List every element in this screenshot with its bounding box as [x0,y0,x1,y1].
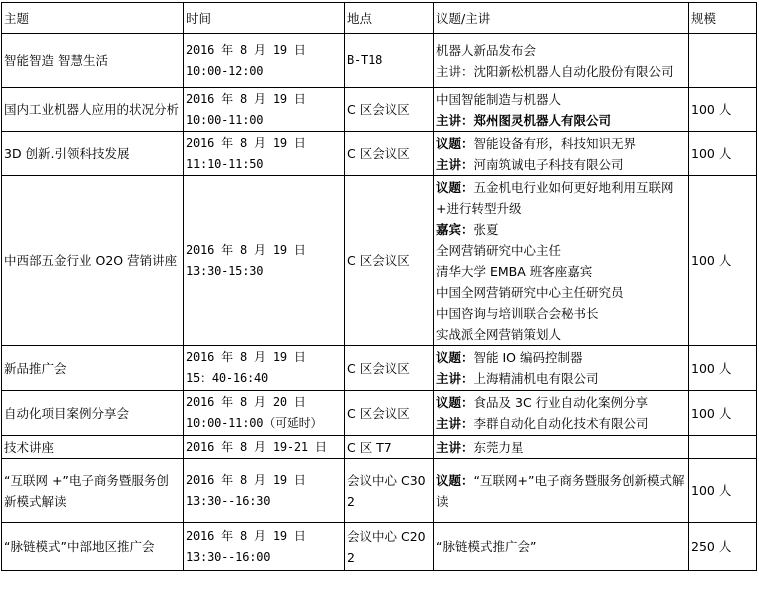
cell-time [184,176,345,346]
cell-theme: 自动化项目案例分享会 [2,391,184,436]
guest-title: 全网营销研究中心主任 [436,242,562,258]
guest-label: 嘉宾： [436,221,474,237]
cell-theme: 国内工业机器人应用的状况分析 [2,88,184,132]
cell-topic [434,459,689,523]
cell-scale: 100 人 [689,176,757,346]
speaker-label: 主讲： [436,112,474,128]
topic-text: “互联网+”电子商务暨服务创新模式解读 [436,472,685,509]
speaker-line [436,154,686,175]
time-text: 10:00-11:00（可延时） [186,416,323,430]
topic-text: 食品及 3C 行业自动化案例分享 [473,395,649,410]
cell-location: C 区 T7 [345,436,434,459]
cell-scale: 100 人 [689,459,757,523]
cell-location: 会议中心 C302 [345,459,434,523]
speaker-text: 李群自动化自动化技术有限公司 [473,416,649,431]
topic-label: 议题： [436,135,474,151]
guest-title: 中国咨询与培训联合会秘书长 [436,305,599,321]
time-text: 11:10-11:50 [186,156,264,171]
table-row [2,88,757,132]
cell-scale [689,34,757,88]
cell-topic [434,132,689,176]
time-text: 10:00-12:00 [186,63,264,78]
guest-title: 中国全网营销研究中心主任研究员 [436,284,624,300]
topic-line [436,470,686,512]
topic-text: 智能设备有形，科技知识无界 [473,135,637,151]
cell-location: B-T18 [345,34,434,88]
table-row [2,523,757,571]
date-text: 2016 年 8 月 19 日 [186,42,306,57]
date-text: 2016 年 8 月 19 日 [186,91,306,106]
guest-title: 实战派全网营销策划人 [436,326,562,342]
topic-title: 机器人新品发布会 [436,42,537,58]
guest-name: 张夏 [473,221,499,237]
topic-line [436,177,686,219]
guest-title: 清华大学 EMBA 班客座嘉宾 [436,263,593,279]
speaker-line [436,368,686,389]
header-topic: 议题/主讲 [434,3,689,34]
cell-theme: 技术讲座 [2,436,184,459]
cell-scale: 250 人 [689,523,757,571]
cell-time [184,459,345,523]
header-time: 时间 [184,3,345,34]
table-row [2,132,757,176]
cell-scale [689,436,757,459]
header-location: 地点 [345,3,434,34]
cell-theme: “脉链模式”中部地区推广会 [2,523,184,571]
cell-scale: 100 人 [689,391,757,436]
date-text: 2016 年 8 月 19 日 [186,242,306,257]
speaker-line [436,61,686,82]
cell-time [184,436,345,459]
cell-theme: 中西部五金行业 O2O 营销讲座 [2,176,184,346]
guest-line [436,219,686,240]
date-text: 2016 年 8 月 19 日 [186,350,306,364]
topic-label: 议题： [436,179,474,195]
speaker-label: 主讲： [436,156,474,172]
cell-theme: “互联网 +”电子商务暨服务创新模式解读 [2,459,184,523]
speaker-text: 河南筑诚电子科技有限公司 [473,156,624,172]
table-row [2,459,757,523]
cell-location: 会议中心 C202 [345,523,434,571]
cell-topic [434,523,689,571]
speaker-text: 沈阳新松机器人自动化股份有限公司 [473,63,674,79]
cell-theme: 智能智造 智慧生活 [2,34,184,88]
header-theme: 主题 [2,3,184,34]
time-text: 15：40-16:40 [186,371,269,385]
speaker-label: 主讲： [436,439,474,455]
speaker-label: 主讲： [436,416,474,431]
topic-line [436,392,686,413]
speaker-line [436,110,686,131]
topic-title: 中国智能制造与机器人 [436,91,562,107]
speaker-line [436,413,686,434]
cell-location: C 区会议区 [345,391,434,436]
cell-location: C 区会议区 [345,132,434,176]
time-text: 13:30--16:30 [186,493,271,508]
cell-time [184,34,345,88]
topic-text: 五金机电行业如何更好地利用互联网+进行转型升级 [436,179,674,216]
table-row [2,176,757,346]
cell-location: C 区会议区 [345,176,434,346]
date-text: 2016 年 8 月 19-21 日 [186,439,327,454]
cell-time [184,391,345,436]
cell-scale: 100 人 [689,346,757,391]
table-row [2,391,757,436]
cell-scale: 100 人 [689,132,757,176]
speaker-label: 主讲： [436,63,474,79]
cell-time [184,88,345,132]
schedule-table [1,2,757,571]
cell-scale: 100 人 [689,88,757,132]
time-text: 10:00-11:00 [186,112,264,127]
time-text: 13:30-15:30 [186,263,264,278]
topic-text: “脉链模式推广会” [436,539,537,554]
cell-topic [434,88,689,132]
table-row [2,436,757,459]
header-scale: 规模 [689,3,757,34]
table-row [2,346,757,391]
table-row [2,34,757,88]
cell-time [184,132,345,176]
topic-label: 议题： [436,395,474,410]
topic-text: 智能 IO 编码控制器 [473,350,583,365]
date-text: 2016 年 8 月 19 日 [186,135,306,150]
topic-label: 议题： [436,350,474,365]
cell-location: C 区会议区 [345,88,434,132]
cell-topic [434,436,689,459]
cell-theme: 新品推广会 [2,346,184,391]
topic-line [436,347,686,368]
topic-label: 议题： [436,472,474,488]
speaker-label: 主讲： [436,371,474,386]
cell-topic [434,391,689,436]
speaker-text: 东莞力星 [473,439,524,455]
date-text: 2016 年 8 月 19 日 [186,472,306,487]
cell-topic [434,34,689,88]
time-text: 13:30--16:00 [186,549,271,564]
cell-location: C 区会议区 [345,346,434,391]
date-text: 2016 年 8 月 20 日 [186,395,306,409]
cell-topic [434,176,689,346]
cell-time [184,346,345,391]
speaker-text: 郑州图灵机器人有限公司 [473,112,612,128]
speaker-text: 上海精浦机电有限公司 [473,371,599,386]
cell-time [184,523,345,571]
speaker-line [436,437,686,458]
header-row [2,3,757,34]
topic-line [436,133,686,154]
cell-theme: 3D 创新.引领科技发展 [2,132,184,176]
cell-topic [434,346,689,391]
date-text: 2016 年 8 月 19 日 [186,528,306,543]
